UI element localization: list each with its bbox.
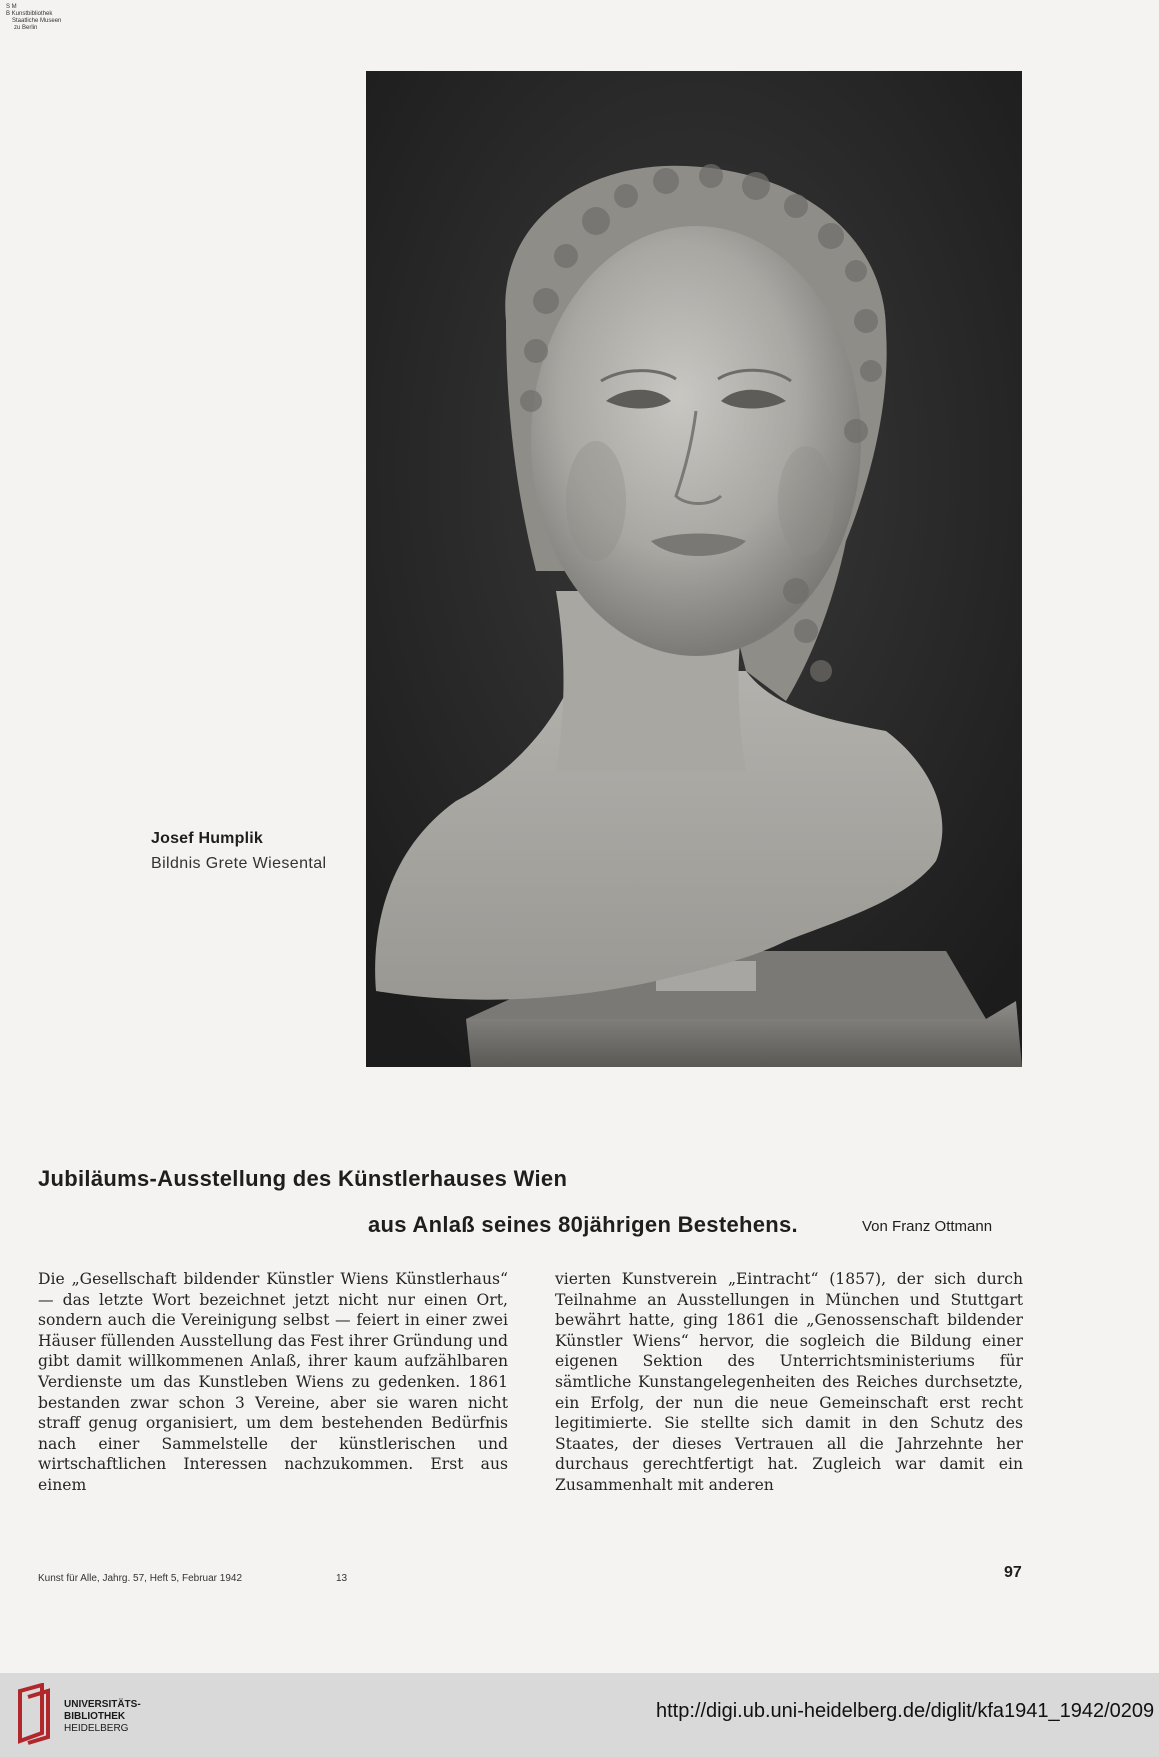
journal-footer: Kunst für Alle, Jahrg. 57, Heft 5, Februar 1942: [38, 1573, 243, 1584]
stamp-line: zu Berlin: [14, 25, 38, 31]
byline: Von Franz Ottmann: [862, 1218, 993, 1235]
body-column-left: Die „Gesellschaft bildender Künstler Wiens Künstlerhaus“ — das letzte Wort bezeichnet jetzt nicht nur einen Ort, sondern auch die Vereinigung selbst — feiert in einer zwei Häuser füllenden Ausstellung das Fest ihrer Gründung und gibt damit willkommenen Anlaß, ihrer kaum aufzählbaren Verdienste um das Kunstleben Wiens zu gedenken. 1861 bestanden zwar schon 3 Vereine, aber sie waren nicht straff genug organisiert, um dem bestehenden Bedürfnis nach einer Sammelstelle der künstlerischen und wirtschaftlichen Interessen nachzukommen. Erst aus einem: [38, 1270, 508, 1494]
library-footer-bar: [0, 1673, 1159, 1757]
headline-line-2: aus Anlaß seines 80jährigen Bestehens.: [368, 1212, 798, 1237]
library-name-line: HEIDELBERG: [64, 1723, 129, 1734]
headline-line-1: Jubiläums-Ausstellung des Künstlerhauses Wien: [38, 1166, 568, 1191]
figure-caption: [151, 826, 327, 876]
permalink-url[interactable]: http://digi.ub.uni-heidelberg.de/diglit/kfa1941_1942/0209: [656, 1700, 1155, 1722]
bust-photograph: [366, 71, 1022, 1067]
sheet-number: 13: [336, 1573, 348, 1584]
bust-illustration: [366, 71, 1022, 1067]
library-name: [64, 1699, 141, 1735]
stamp-line: B Kunstbibliothek: [6, 11, 53, 17]
library-name-line: BIBLIOTHEK: [64, 1711, 126, 1722]
university-library-logo-icon: [12, 1683, 56, 1749]
caption-work-title: Bildnis Grete Wiesental: [151, 855, 327, 872]
stamp-line: S M: [6, 4, 17, 10]
library-stamp: [6, 4, 61, 32]
library-name-line: UNIVERSITÄTS-: [64, 1699, 141, 1710]
caption-artist: Josef Humplik: [151, 830, 263, 847]
page-number: 97: [1004, 1564, 1022, 1581]
stamp-line: Staatliche Museen: [12, 18, 62, 24]
body-column-right: vierten Kunstverein „Eintracht“ (1857), der sich durch Teilnahme an Ausstellungen in München und Stuttgart bewährt hatte, ging 1861 die „Genossenschaft bildender Künstler Wiens“ hervor, die sogleich die Bildung einer eigenen Sektion des Unterrichtsministeriums für sämtliche Kunstangelegenheiten des Reiches durchsetzte, ein Erfolg, der nun die neue Gemeinschaft erst recht legitimierte. Sie stellte sich damit in den Schutz des Staates, der dieses Vertrauen all die Jahrzehnte her durchaus gerechtfertigt hat. Zugleich war damit ein Zusammenhalt mit anderen: [555, 1270, 1023, 1494]
